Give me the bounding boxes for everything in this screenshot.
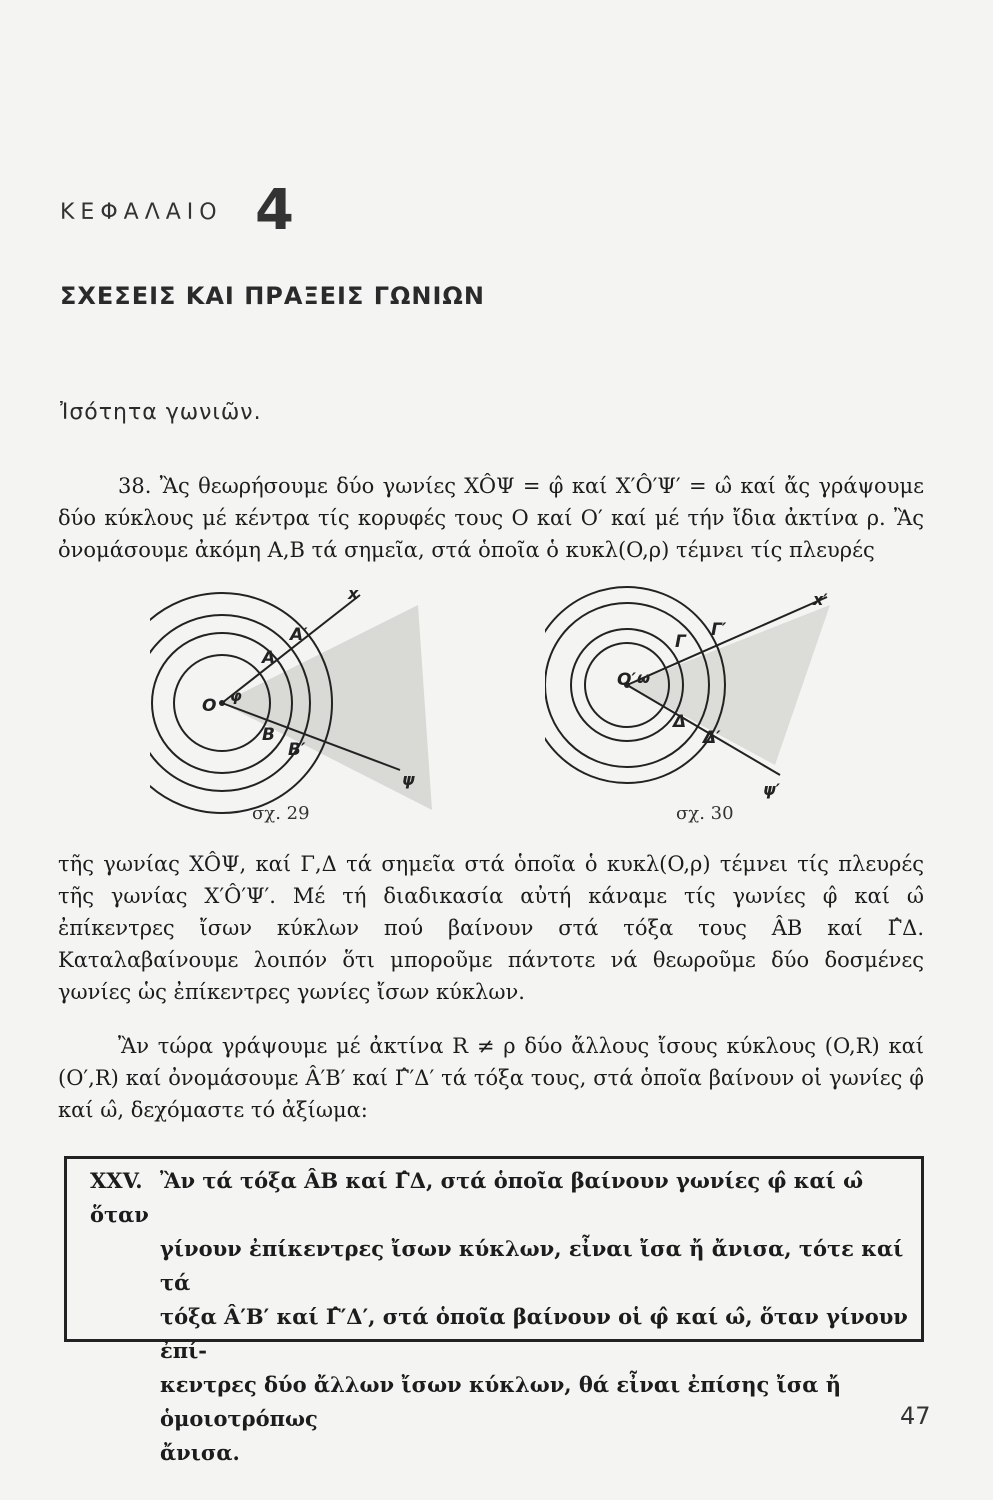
chapter-number: 4 [255, 178, 294, 243]
figure-30 [545, 585, 845, 825]
axiom-line-3: τόξα Â′B′ καί Γ̂′Δ′, στά ὁποῖα βαίνουν οἱ φ̂ καί ω̂, ὅταν γίνουν ἐπί- [160, 1304, 908, 1363]
label-o-prime: O′ [617, 670, 636, 690]
label-b: B [262, 725, 275, 745]
label-gamma-prime: Γ′ [711, 620, 727, 640]
label-a-prime: A′ [290, 625, 308, 645]
angle-shading [222, 605, 432, 810]
label-delta: Δ [673, 712, 687, 732]
axiom-line-5: ἄνισα. [160, 1440, 240, 1465]
chapter-label: ΚΕΦΑΛΑΙΟ [60, 200, 223, 225]
label-psi: ψ [402, 770, 415, 789]
axiom-xxv [90, 1164, 910, 1470]
paragraph-radius: Ἂν τώρα γράψουμε μέ ἀκτίνα R ≠ ρ δύο ἄλλους ἴσους κύκλους (O,R) καί (O′,R) καί ὀνομάσουμε Â′B′ καί Γ̂′Δ′ τά τόξα τους, στά ὁποῖα βαίνουν οἱ γωνίες φ̂ καί ω̂, δεχόμαστε τό ἀξίωμα: [58, 1034, 924, 1122]
caption-fig-30: σχ. 30 [676, 803, 734, 824]
label-x-prime: x′ [813, 590, 828, 609]
axiom-label: XXV. [90, 1168, 143, 1193]
label-b-prime: B′ [288, 740, 306, 760]
label-omega: ω [637, 669, 651, 687]
point-o [219, 700, 225, 706]
axiom-line-4: κεντρες δύο ἄλλων ἴσων κύκλων, θά εἶναι ἐπίσης ἴσα ἤ ὁμοιοτρόπως [160, 1372, 842, 1431]
page-number: 47 [900, 1402, 931, 1430]
axiom-line-2: γίνουν ἐπίκεντρες ἴσων κύκλων, εἶναι ἴσα ἤ ἄνισα, τότε καί τά [160, 1236, 904, 1295]
chapter-title: ΣΧΕΣΕΙΣ ΚΑΙ ΠΡΑΞΕΙΣ ΓΩΝΙΩΝ [60, 282, 485, 310]
section-heading: Ἰσότητα γωνιῶν. [60, 400, 262, 425]
paragraph-38: 38. Ἂς θεωρήσουμε δύο γωνίες XÔΨ = φ̂ καί X′Ô′Ψ′ = ω̂ καί ἄς γράψουμε δύο κύκλους μέ κέντρα τίς κορυφές τους O καί O′ καί μέ τήν ἴδια ἀκτίνα ρ. Ἂς ὀνομάσουμε ἀκόμη A,B τά σημεῖα, στά ὁποῖα ὁ κυκλ(O,ρ) τέμνει τίς πλευρές [58, 474, 924, 562]
label-a: A [262, 648, 276, 668]
paragraph-continued: τῆς γωνίας XÔΨ, καί Γ,Δ τά σημεῖα στά ὁποῖα ὁ κυκλ(O,ρ) τέμνει τίς πλευρές τῆς γωνίας X′Ô′Ψ′. Μέ τή διαδικασία αὐτή κάναμε τίς γωνίες φ̂ καί ω̂ ἐπίκεντρες ἴσων κύκλων πού βαίνουν στά τόξα τους ÂB καί Γ̂Δ. Καταλαβαίνουμε λοιπόν ὅτι μποροῦμε πάντοτε νά θεωροῦμε δύο δοσμένες γωνίες ὡς ἐπίκεντρες γωνίες ἴσων κύκλων. [58, 852, 924, 1004]
angle-shading [627, 605, 830, 765]
label-phi: φ [230, 687, 242, 705]
caption-fig-29: σχ. 29 [252, 803, 310, 824]
label-delta-prime: Δ′ [703, 728, 721, 748]
figure-29 [150, 585, 450, 825]
label-o: O [202, 696, 217, 716]
axiom-line-1: XXV. Ἂν τά τόξα ÂB καί Γ̂Δ, στά ὁποῖα βαίνουν γωνίες φ̂ καί ω̂ ὅταν [90, 1164, 910, 1232]
label-psi-prime: ψ′ [763, 780, 780, 799]
label-gamma: Γ [675, 632, 686, 652]
label-x: x [348, 585, 359, 603]
